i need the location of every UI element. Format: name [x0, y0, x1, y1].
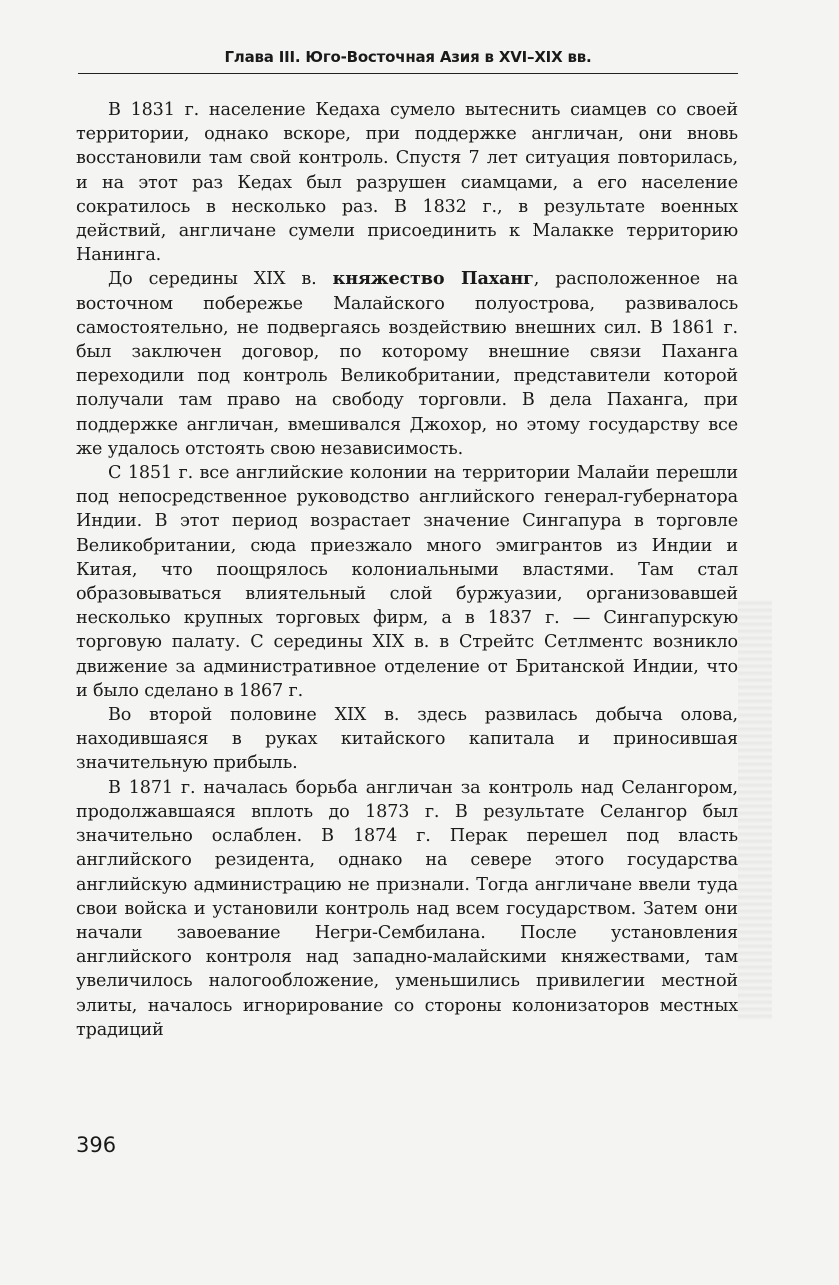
page-number: 396 — [76, 1133, 117, 1157]
paragraph-pahang — [76, 267, 738, 461]
term-pahang-principality: княжество Паханг — [332, 268, 534, 290]
scan-edge-noise — [738, 600, 772, 1020]
header-rule — [78, 73, 738, 74]
paragraph-kedah: В 1831 г. население Кедаха сумело вытеснить сиамцев со своей территории, однако вскоре, при поддержке англичан, они вновь восстановили там свой контроль. Спустя 7 лет ситуация повторилась, и на этот раз Кедах был разрушен сиамцами, а его население сократилось в несколько раз. В 1832 г., в результате военных действий, англичане сумели присоединить к Малакке территорию Нанинга. — [76, 100, 738, 266]
paragraph-singapore: С 1851 г. все английские колонии на территории Малайи перешли под непосредственное руководство английского генерал-губернатора Индии. В этот период возрастает значение Сингапура в торговле Великобритании, сюда приезжало много эмигрантов из Индии и Китая, что поощрялось колониальными властями. Там стал образовываться влиятельный слой буржуазии, организовавшей несколько крупных торговых фирм, а в 1837 г. — Сингапурскую торговую палату. С середины XIX в. в Стрейтс Сетлментс возникло движение за административное отделение от Британской Индии, что и было сделано в 1867 г. — [76, 463, 738, 701]
paragraph-tin: Во второй половине XIX в. здесь развилась добыча олова, находившаяся в руках китайского капитала и приносившая значительную прибыль. — [76, 705, 738, 774]
paragraph-pahang-lead: До середины XIX в. — [108, 269, 333, 290]
paragraph-selangor: В 1871 г. началась борьба англичан за контроль над Селангором, продолжавшаяся вплоть до 1873 г. В результате Селангор был значительно ослаблен. В 1874 г. Перак перешел под власть английского резидента, однако на севере этого государства английскую администрацию не признали. Тогда англичане ввели туда свои войска и установили контроль над всем государством. Затем они начали завоевание Негри-Сембилана. После установления английского контроля над западно-малайскими княжествами, там увеличилось налогообложение, уменьшились привилегии местной элиты, началось игнорирование со стороны колонизаторов местных традиций — [76, 777, 738, 1040]
body-text — [76, 98, 738, 1042]
paragraph-pahang-rest: , расположенное на восточном побережье Малайского полуострова, развивалось самостоятельно, не подвергаясь воздействию внешних сил. В 1861 г. был заключен договор, по которому внешние связи Паханга переходили под контроль Великобритании, представители которой получали там право на свободу торговли. В дела Паханга, при поддержке англичан, вмешивался Джохор, но этому государству все же удалось отстоять свою независимость. — [76, 269, 738, 459]
running-header: Глава III. Юго-Восточная Азия в XVI–XIX вв. — [224, 48, 592, 66]
